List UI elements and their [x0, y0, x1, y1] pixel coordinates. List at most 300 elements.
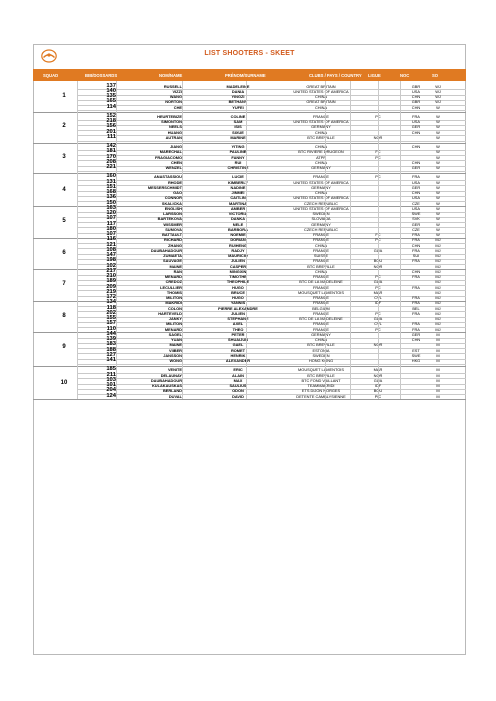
cell-prenom: DAVID [232, 393, 244, 399]
cell-bib: 217 [106, 267, 116, 274]
column-divider [182, 81, 183, 399]
squad-number: 5 [62, 218, 66, 224]
cell-ligue: GUA [373, 279, 383, 285]
cell-so: W [436, 119, 440, 125]
cell-nom: MAINE [169, 342, 182, 348]
squad-number: 7 [62, 281, 66, 287]
squad-number: 10 [60, 379, 68, 386]
cell-prenom: BARBORA [228, 226, 248, 232]
cell-so: W [436, 216, 440, 222]
row-divider [77, 110, 466, 111]
cell-ligue: CVL [374, 295, 382, 301]
cell-bib: 110 [106, 325, 116, 332]
cell-club: GREAT BRITAIN [306, 99, 336, 105]
cell-noc: USA [412, 88, 420, 94]
cell-noc: CHN [411, 159, 421, 165]
cell-so: W [436, 184, 440, 190]
cell-club: UNITED STATES OF AMERICA [293, 179, 349, 185]
cell-club: CZECH REPUBLIC [304, 226, 338, 232]
cell-so: M [436, 372, 440, 378]
cell-prenom: TIMOTHE [229, 274, 247, 280]
cell-prenom: YUFEI [232, 104, 244, 110]
cell-noc: FRA [412, 321, 420, 327]
cell-nom: AUTRAN [165, 134, 182, 140]
cell-so: W [436, 190, 440, 196]
cell-nom: CREDOZ [165, 279, 182, 285]
cell-bib: 172 [106, 294, 116, 301]
cell-noc: GER [411, 184, 421, 190]
cell-noc: CZE [412, 200, 420, 206]
column-divider [77, 81, 78, 399]
cell-bib: 202 [106, 309, 116, 316]
cell-noc: GER [411, 221, 421, 227]
cell-so: WJ [435, 88, 441, 94]
cell-prenom: COLINE [230, 113, 246, 119]
cell-bib: 131 [106, 178, 116, 185]
cell-bib: 219 [106, 288, 116, 295]
cell-club: FRANCE [313, 113, 329, 119]
cell-ligue: NOR [373, 372, 383, 378]
cell-so: MJ [435, 321, 441, 327]
cell-bib: 157 [106, 320, 116, 327]
cell-so: W [436, 134, 440, 140]
cell-ligue: FC [375, 149, 381, 155]
cell-noc: USA [412, 179, 420, 185]
cell-prenom: GAEL [232, 342, 244, 348]
cell-bib: 107 [106, 215, 116, 222]
cell-so: MJ [435, 263, 441, 269]
cell-bib: 152 [106, 112, 116, 119]
cell-prenom: MAURICIO [228, 253, 248, 259]
cell-prenom: BETHANY [228, 99, 248, 105]
cell-club: BTC BREVILLE [307, 372, 335, 378]
cell-nom: THOMIS [166, 289, 182, 295]
cell-so: W [436, 200, 440, 206]
cell-bib: 209 [106, 283, 116, 290]
cell-ligue: PC [375, 310, 381, 316]
cell-so: MJ [435, 242, 441, 248]
cell-noc: USA [412, 119, 420, 125]
cell-prenom: RUIHENG [229, 242, 247, 248]
cell-noc: GER [411, 165, 421, 171]
column-divider [350, 81, 351, 399]
cell-so: W [436, 174, 440, 180]
squad-number: 9 [62, 344, 66, 350]
cell-so: MJ [435, 274, 441, 280]
cell-bib: 127 [106, 351, 116, 358]
cell-bib: 163 [106, 204, 116, 211]
squad-number: 1 [62, 93, 66, 100]
cell-noc: GER [411, 331, 421, 337]
cell-nom: CONNOR [164, 195, 182, 201]
cell-prenom: ISIS [234, 124, 242, 130]
cell-bib: 136 [106, 194, 116, 201]
cell-noc: FRA [412, 310, 420, 316]
cell-prenom: MAX [233, 377, 243, 383]
cell-prenom: MADELEINE [226, 83, 250, 89]
cell-so: M [436, 342, 440, 348]
cell-club: UNITED STATES OF AMERICA [293, 119, 349, 125]
cell-so: W [436, 159, 440, 165]
cell-club: SWEDEN [312, 352, 330, 358]
cell-so: MJ [435, 300, 441, 306]
cell-club: ETS DIJON NORGES [301, 388, 341, 394]
cell-ligue: BOU [373, 388, 383, 394]
cell-so: W [436, 124, 440, 130]
squad-number: 4 [62, 186, 66, 193]
cell-bib: 137 [106, 82, 116, 89]
cell-ligue: PIC [374, 393, 382, 399]
cell-club: ESTONIA [312, 347, 330, 353]
cell-club: BTC BREVILLE [307, 263, 335, 269]
cell-nom: WONG [169, 358, 182, 364]
cell-nom: MILITON [166, 321, 182, 327]
cell-ligue: BOU [373, 258, 383, 264]
cell-ligue: PC [375, 237, 381, 243]
cell-ligue: NOR [373, 263, 383, 269]
cell-noc: GER [411, 124, 421, 130]
cell-prenom: HUGO [232, 295, 244, 301]
cell-prenom: NADINE [230, 184, 246, 190]
cell-so: W [436, 104, 440, 110]
cell-ligue: PC [375, 284, 381, 290]
cell-noc: SUI [412, 253, 420, 259]
cell-ligue: FC [375, 232, 381, 238]
cell-club: CHINA [314, 242, 328, 248]
cell-so: MJ [435, 258, 441, 264]
cell-club: GERMANY [311, 124, 331, 130]
cell-prenom: THEOPHILE [226, 279, 250, 285]
squad-number: 8 [62, 312, 66, 319]
cell-so: M [436, 352, 440, 358]
cell-bib: 185 [106, 366, 116, 373]
cell-so: W [436, 129, 440, 135]
page-title: LIST SHOOTERS - SKEET [204, 50, 295, 57]
cell-so: M [436, 358, 440, 364]
cell-so: M [436, 388, 440, 394]
col-noc: NOC [400, 73, 410, 78]
cell-prenom: NELE [232, 221, 244, 227]
cell-ligue: MAR [373, 367, 383, 373]
cell-nom: VENITE [167, 367, 182, 373]
cell-nom: SAUVAGE [163, 258, 182, 264]
cell-club: FRANCE [313, 295, 329, 301]
cell-noc: CHN [411, 337, 421, 343]
cell-nom: MAINE [169, 263, 182, 269]
cell-prenom: PETER [231, 331, 245, 337]
cell-ligue: IDF [374, 383, 382, 389]
cell-nom: SUMOVA [165, 226, 182, 232]
cell-bib: 211 [106, 371, 116, 378]
cell-club: BTC DE LA MADELEINE [299, 316, 343, 322]
cell-club: BTC DE LA MADELEINE [299, 279, 343, 285]
cell-prenom: LUCIE [232, 174, 244, 180]
cell-nom: MARECHAL [159, 149, 182, 155]
cell-club: CHINA [314, 337, 328, 343]
cell-club: FRANCE [313, 300, 329, 306]
cell-prenom: JULIEN [231, 258, 245, 264]
column-divider [400, 81, 401, 399]
cell-noc: FRA [412, 326, 420, 332]
cell-nom: MENARD [164, 274, 182, 280]
col-bib: BIB/DOSSARDS [85, 73, 118, 78]
cell-bib: 124 [106, 392, 116, 399]
cell-so: W [436, 149, 440, 155]
cell-bib: 103 [106, 376, 116, 383]
cell-prenom: AXEL [232, 321, 244, 327]
cell-bib: 139 [106, 336, 116, 343]
cell-club: UNITED STATES OF AMERICA [293, 195, 349, 201]
cell-prenom: NOEMIE [230, 232, 246, 238]
cell-bib: 168 [106, 189, 116, 196]
cell-prenom: AMBER [230, 205, 246, 211]
cell-noc: CHN [411, 242, 421, 248]
cell-bib: 121 [106, 241, 116, 248]
cell-prenom: PAULINE [229, 149, 247, 155]
cell-club: CHINA [314, 159, 328, 165]
cell-noc: SWE [411, 352, 421, 358]
cell-prenom: KIMBERLY [228, 179, 248, 185]
cell-so: MJ [435, 310, 441, 316]
cell-nom: HUANG [167, 129, 182, 135]
cell-bib: 170 [106, 153, 116, 160]
cell-so: WJ [435, 83, 441, 89]
cell-noc: FRA [412, 113, 420, 119]
cell-so: W [436, 221, 440, 227]
cell-so: W [436, 232, 440, 238]
cell-nom: RICHARD [164, 237, 182, 243]
cell-club: CHINA [314, 129, 328, 135]
cell-nom: ANASTASSIOU [153, 174, 182, 180]
column-divider [378, 81, 379, 399]
cell-bib: 156 [106, 123, 116, 130]
cell-club: FRANCE [313, 258, 329, 264]
cell-bib: 116 [106, 236, 116, 243]
cell-noc: CHN [411, 190, 421, 196]
cell-so: MJ [435, 295, 441, 301]
cell-so: MJ [435, 326, 441, 332]
cell-club: FRANCE [313, 321, 329, 327]
cell-so: M [436, 347, 440, 353]
cell-ligue: NOR [373, 134, 383, 140]
cell-noc: SVK [412, 216, 420, 222]
cell-prenom: DANIA [231, 88, 245, 94]
cell-prenom: YANNIS [230, 300, 246, 306]
cell-nom: ENGLISH [164, 205, 182, 211]
cell-bib: 201 [106, 128, 116, 135]
column-divider [246, 81, 247, 399]
cell-club: ATPP [316, 154, 326, 160]
cell-nom: WISSMER [163, 221, 182, 227]
cell-bib: 204 [106, 387, 116, 394]
cell-nom: KULAKAUSKAS [151, 383, 182, 389]
cell-prenom: ODON [232, 388, 244, 394]
cell-ligue: IDF [374, 300, 382, 306]
cell-prenom: CASPER [229, 263, 247, 269]
squad-number: 6 [62, 249, 66, 256]
cell-prenom: RUI [234, 159, 242, 165]
cell-club: CHINA [314, 268, 328, 274]
cell-so: W [436, 179, 440, 185]
cell-club: GREAT BRITAIN [306, 83, 336, 89]
cell-noc: FRA [412, 300, 420, 306]
cell-club: TEAMMAKRIDI [307, 383, 335, 389]
cell-bib: 155 [106, 315, 116, 322]
cell-club: FRANCE [313, 284, 329, 290]
cell-prenom: SAM [233, 119, 243, 125]
cell-ligue: PC [375, 113, 381, 119]
cell-so: M [436, 383, 440, 389]
squad-number: 3 [62, 153, 66, 160]
column-divider [325, 81, 326, 399]
cell-prenom: HUGO [232, 284, 244, 290]
cell-nom: BATTAULT [162, 232, 182, 238]
cell-noc: FRA [412, 258, 420, 264]
cell-club: BTC BREVILLE [307, 134, 335, 140]
cell-nom: LARSSON [162, 211, 182, 217]
cell-nom: MENARD [164, 326, 182, 332]
squad-divider [33, 399, 466, 400]
cell-so: MJ [435, 279, 441, 285]
cell-so: W [436, 195, 440, 201]
cell-club: FRANCE [313, 174, 329, 180]
cell-ligue: CVL [374, 321, 382, 327]
cell-prenom: ROMET [230, 347, 246, 353]
cell-bib: 102 [106, 262, 116, 269]
cell-club: FRANCE [313, 310, 329, 316]
cell-bib: 180 [106, 225, 116, 232]
cell-nom: SAGEL [168, 331, 182, 337]
col-nom: NOM/NAME [159, 73, 183, 78]
cell-club: BTC FOND VAILLANT [301, 377, 341, 383]
cell-bib: 151 [106, 183, 116, 190]
cell-prenom: THEO [232, 326, 244, 332]
cell-so: W [436, 226, 440, 232]
cell-ligue: PC [375, 154, 381, 160]
cell-prenom: DORIAN [230, 237, 246, 243]
cell-noc: FRA [412, 232, 420, 238]
cell-nom: DAUBAHADOUR [150, 377, 182, 383]
cell-nom: NORTON [165, 99, 182, 105]
cell-nom: DUVAL [168, 393, 182, 399]
cell-nom: SKALICKA [161, 200, 182, 206]
cell-noc: FRA [412, 174, 420, 180]
cell-prenom: CHRISTINE [227, 165, 249, 171]
cell-nom: DAUBAHADOUR [150, 247, 182, 253]
row-divider [77, 364, 466, 365]
cell-club: FRANCE [313, 247, 329, 253]
cell-nom: ZUMAETA [163, 253, 182, 259]
cell-bib: 221 [106, 164, 116, 171]
cell-bib: 208 [106, 158, 116, 165]
cell-bib: 147 [106, 252, 116, 259]
cell-club: BTC RIVIERE DRUGEON [298, 149, 344, 155]
cell-club: UNITED STATES OF AMERICA [293, 88, 349, 94]
col-prenom: PRÉNOM/SURNAME [225, 73, 266, 78]
cell-noc: CHN [411, 94, 421, 100]
cell-so: W [436, 113, 440, 119]
cell-nom: SIMONTON [161, 119, 182, 125]
cell-noc: CHN [411, 268, 421, 274]
cell-club: UNITED STATES OF AMERICA [293, 205, 349, 211]
cell-ligue: GUA [373, 247, 383, 253]
cell-prenom: ERIC [233, 367, 243, 373]
cell-nom: FRAGIACOMO [154, 154, 182, 160]
cell-prenom: ALAIN [232, 372, 244, 378]
cell-club: DETENTE CAMBLYSIENNE [296, 393, 346, 399]
cell-bib: 188 [106, 346, 116, 353]
cell-bib: 140 [106, 87, 116, 94]
cell-nom: RHODE [167, 179, 182, 185]
cell-club: FRANCE [313, 232, 329, 238]
cell-club: BTC BREVILLE [307, 342, 335, 348]
cell-bib: 118 [106, 304, 116, 311]
cell-so: MJ [435, 305, 441, 311]
cell-bib: 218 [106, 118, 116, 125]
cell-prenom: HENRIK [230, 352, 246, 358]
cell-so: W [436, 144, 440, 150]
cell-club: FRANCE [313, 326, 329, 332]
cell-noc: EST [412, 347, 420, 353]
cell-noc: FRA [412, 295, 420, 301]
cell-so: MJ [435, 316, 441, 322]
cell-bib: 108 [106, 246, 116, 253]
cell-ligue: PC [375, 274, 381, 280]
col-squad: SQUAD [43, 73, 59, 78]
cell-ligue: PC [375, 326, 381, 332]
cell-noc: HKG [411, 358, 421, 364]
cell-club: MOUSQUET LAMENTOIS [298, 289, 344, 295]
cell-bib: 165 [106, 98, 116, 105]
cell-bib: 183 [106, 341, 116, 348]
cell-prenom: JINMEI [231, 190, 245, 196]
cell-club: CHINA [314, 144, 328, 150]
cell-nom: HARTEVELD [158, 310, 182, 316]
cell-prenom: PIERRE ALEXANDRE [218, 305, 258, 311]
cell-club: MOUSQUET LAMENTOIS [298, 367, 344, 373]
cell-nom: CHE [173, 104, 182, 110]
cell-bib: 107 [106, 231, 116, 238]
cell-prenom: CAITLIN [230, 195, 246, 201]
cell-noc: CHN [411, 129, 421, 135]
cell-prenom: DANKA [230, 216, 246, 222]
cell-ligue: GUA [373, 377, 383, 383]
cell-bib: 120 [106, 210, 116, 217]
cell-prenom: YINGZI [231, 94, 245, 100]
cell-nom: GAO [173, 190, 182, 196]
cell-noc: FRA [412, 237, 420, 243]
cell-bib: 114 [106, 103, 116, 110]
cell-club: SLOVAKIA [311, 216, 331, 222]
cell-bib: 150 [106, 199, 116, 206]
cell-prenom: MARTINA [229, 200, 247, 206]
cell-so: MJ [435, 289, 441, 295]
cell-club: GERMANY [311, 165, 331, 171]
cell-nom: MAKRIDI [165, 300, 182, 306]
cell-nom: VIZZI [172, 88, 182, 94]
row-divider [77, 141, 466, 142]
cell-so: MJ [435, 237, 441, 243]
cell-prenom: JULIEN [231, 310, 245, 316]
cell-bib: 160 [106, 173, 116, 180]
cell-nom: RAN [173, 268, 182, 274]
cell-bib: 142 [106, 143, 116, 150]
cell-bib: 117 [106, 220, 116, 227]
cell-so: M [436, 337, 440, 343]
cell-so: M [436, 331, 440, 337]
cell-prenom: STEPHANE [227, 316, 249, 322]
cell-nom: MESSERSCHMIDT [147, 184, 182, 190]
